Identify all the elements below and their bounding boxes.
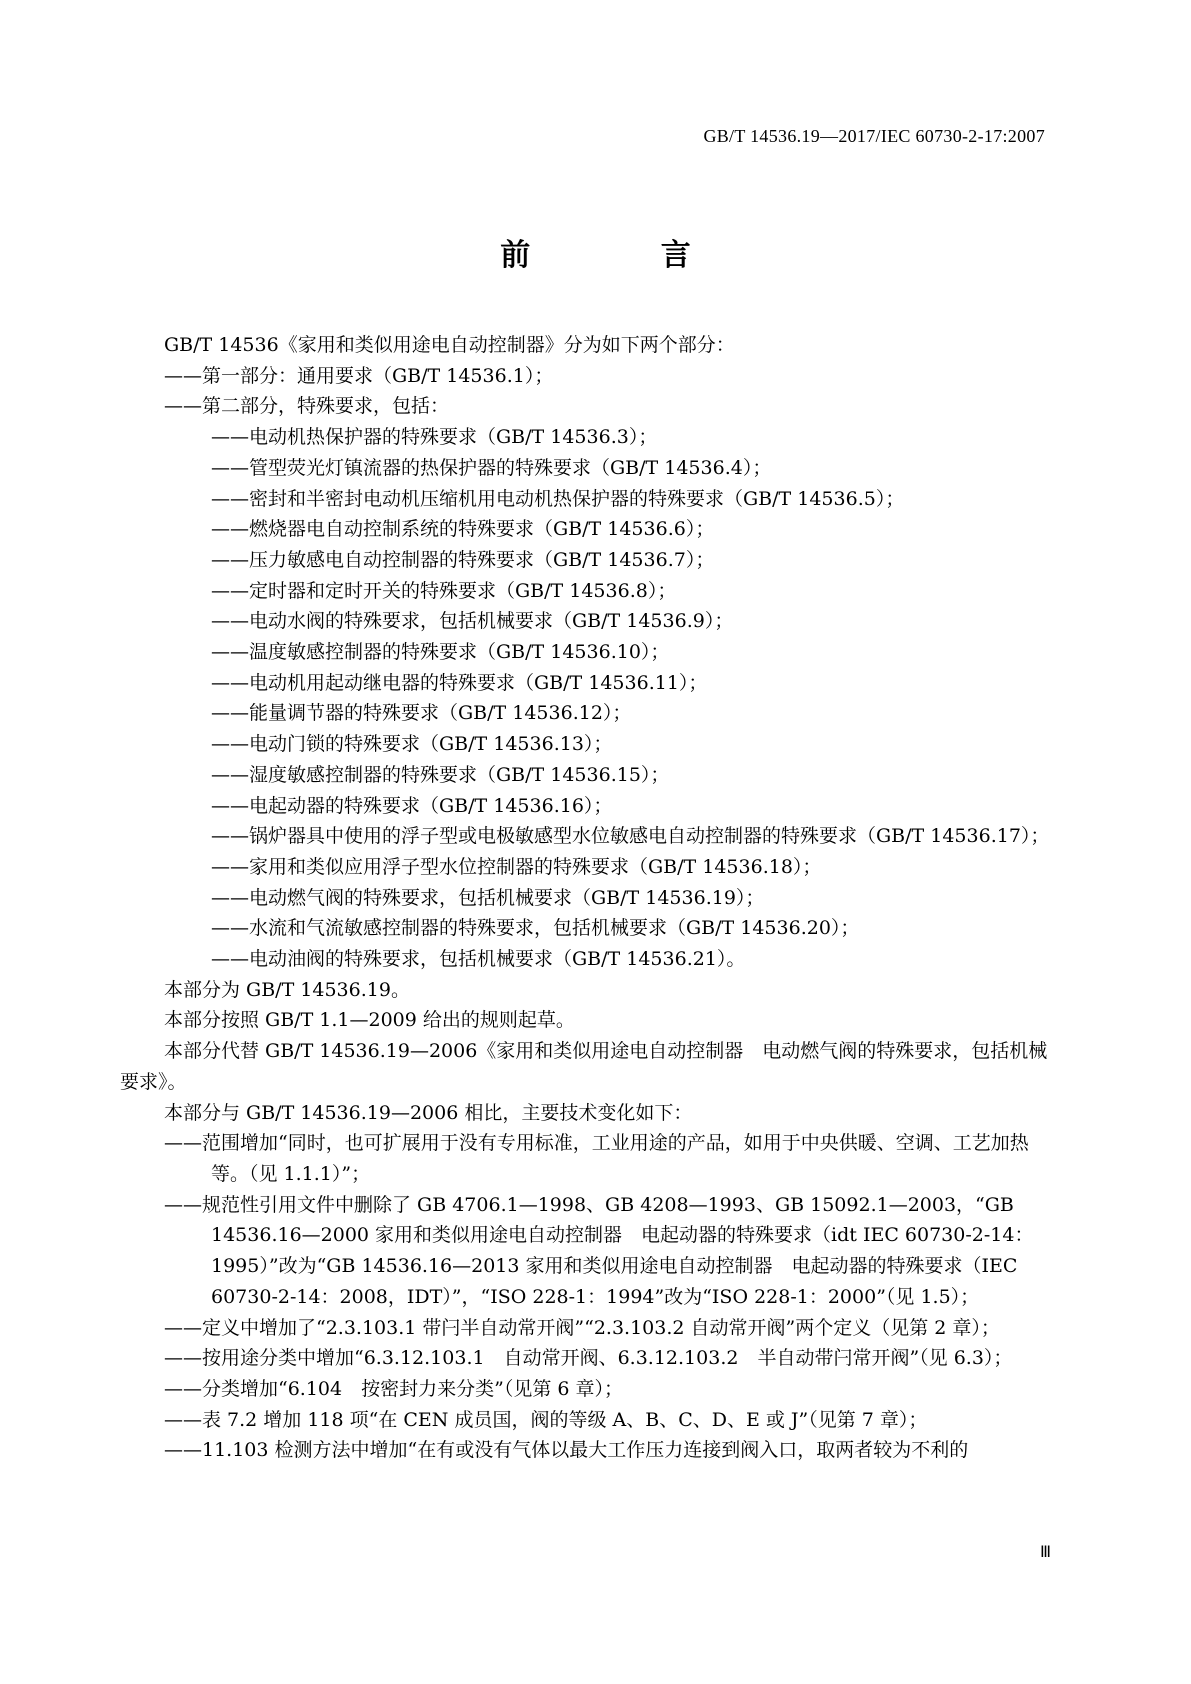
list-item: ——定义中增加了“2.3.103.1 带闩半自动常开阀”“2.3.103.2 自动常开阀”两个定义（见第 2 章）； — [164, 1316, 1000, 1339]
list-item: ——密封和半密封电动机压缩机用电动机热保护器的特殊要求（GB/T 14536.5）； — [211, 487, 905, 510]
page-title: 前 言 — [500, 238, 751, 273]
part-item-1: ——第一部分：通用要求（GB/T 14536.1）； — [164, 364, 554, 387]
list-item: ——锅炉器具中使用的浮子型或电极敏感型水位敏感电自动控制器的特殊要求（GB/T 14536.17）； — [211, 825, 1050, 848]
list-item: ——家用和类似应用浮子型水位控制器的特殊要求（GB/T 14536.18）； — [211, 855, 822, 878]
list-item: ——电动机用起动继电器的特殊要求（GB/T 14536.11）； — [211, 671, 708, 694]
list-item: ——温度敏感控制器的特殊要求（GB/T 14536.10）； — [211, 641, 670, 664]
list-item: ——管型荧光灯镇流器的热保护器的特殊要求（GB/T 14536.4）； — [211, 456, 772, 479]
page-number: Ⅲ — [1039, 1544, 1051, 1561]
list-item: ——电起动器的特殊要求（GB/T 14536.16）； — [211, 794, 613, 817]
list-item: ——电动油阀的特殊要求，包括机械要求（GB/T 14536.21）。 — [211, 948, 746, 971]
changes-list — [120, 1128, 1065, 1466]
part-item-2: ——第二部分，特殊要求，包括： — [164, 395, 450, 418]
list-item: ——压力敏感电自动控制器的特殊要求（GB/T 14536.7）； — [211, 548, 715, 571]
list-item: ——能量调节器的特殊要求（GB/T 14536.12）； — [211, 702, 632, 725]
list-item: ——11.103 检测方法中增加“在有或没有气体以最大工作压力连接到阀入口，取两者较为不利的 — [164, 1439, 969, 1462]
changes-intro-paragraph: 本部分与 GB/T 14536.19—2006 相比，主要技术变化如下： — [164, 1101, 693, 1124]
list-item: ——定时器和定时开关的特殊要求（GB/T 14536.8）； — [211, 579, 677, 602]
list-item: ——电动水阀的特殊要求，包括机械要求（GB/T 14536.9）； — [211, 610, 734, 633]
list-item: ——按用途分类中增加“6.3.12.103.1 自动常开阀、6.3.12.103.2 半自动带闩常开阀”（见 6.3）； — [164, 1347, 1013, 1370]
foreword-body — [120, 330, 1065, 1466]
list-item: ——电动机热保护器的特殊要求（GB/T 14536.3）； — [211, 426, 658, 449]
list-item: ——分类增加“6.104 按密封力来分类”（见第 6 章）； — [164, 1377, 623, 1400]
drafting-paragraph: 本部分按照 GB/T 1.1—2009 给出的规则起草。 — [164, 1009, 575, 1032]
intro-paragraph: GB/T 14536《家用和类似用途电自动控制器》分为如下两个部分： — [164, 334, 735, 356]
sub-part-list — [120, 422, 1065, 975]
list-item: ——规范性引用文件中删除了 GB 4706.1—1998、GB 4208—1993、GB 15092.1—2003，“GB 14536.16—2000 家用和类似用途电自动控制器 电起动器的特殊要求（idt IEC 60730-2-14：1995）”改为“GB 14536.16—2013 家用和类似用途电自动控制器 电起动器的特殊要求（IEC 60730-2-14：2008，IDT）”，“ISO 228-1：1994”改为“ISO 228-1：2000”（见 1.5）； — [164, 1193, 1034, 1308]
list-item: ——燃烧器电自动控制系统的特殊要求（GB/T 14536.6）； — [211, 518, 715, 541]
list-item: ——表 7.2 增加 118 项“在 CEN 成员国，阀的等级 A、B、C、D、E 或 J”（见第 7 章）； — [164, 1408, 928, 1431]
this-part-paragraph: 本部分为 GB/T 14536.19。 — [164, 978, 410, 1001]
list-item: ——湿度敏感控制器的特殊要求（GB/T 14536.15）； — [211, 763, 670, 786]
standard-number: GB/T 14536.19—2017/IEC 60730-2-17:2007 — [703, 126, 1045, 146]
list-item: ——水流和气流敏感控制器的特殊要求，包括机械要求（GB/T 14536.20）； — [211, 917, 860, 940]
replaces-paragraph: 本部分代替 GB/T 14536.19—2006《家用和类似用途电自动控制器 电动燃气阀的特殊要求，包括机械要求》。 — [120, 1040, 1048, 1093]
list-item: ——电动燃气阀的特殊要求，包括机械要求（GB/T 14536.19）； — [211, 886, 765, 909]
list-item: ——范围增加“同时，也可扩展用于没有专用标准，工业用途的产品，如用于中央供暖、空调、工艺加热等。（见 1.1.1）”； — [164, 1132, 1029, 1185]
list-item: ——电动门锁的特殊要求（GB/T 14536.13）； — [211, 733, 613, 756]
